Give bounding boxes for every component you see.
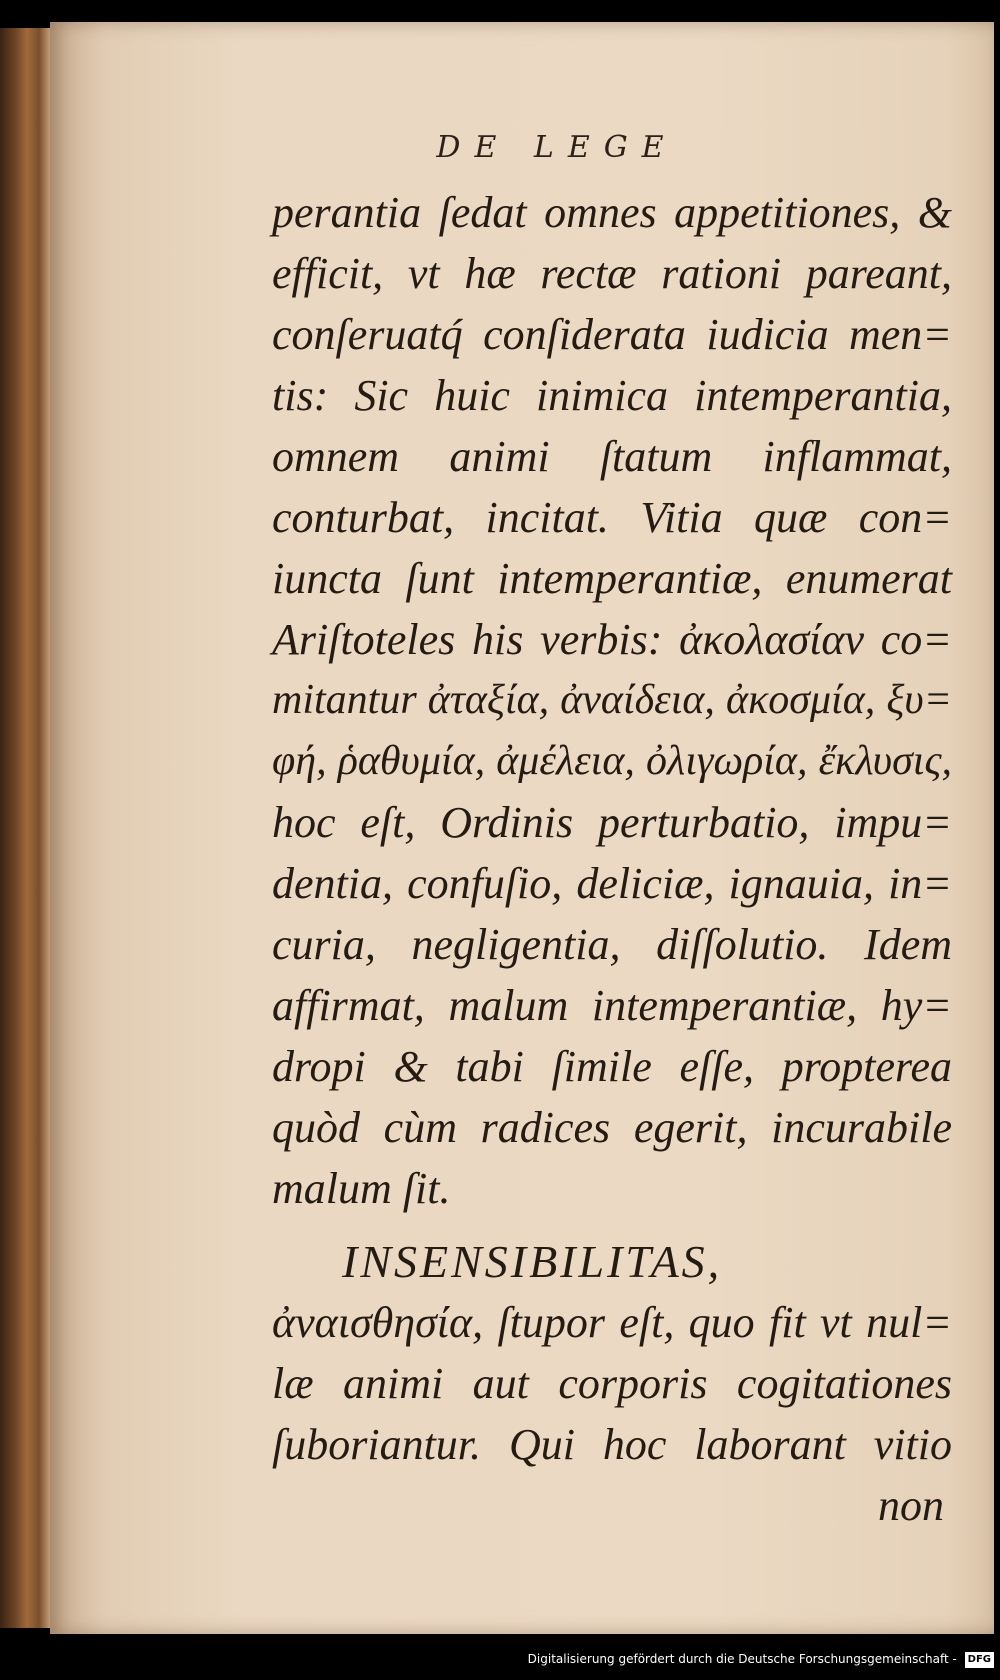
text-line: læ animi aut corporis cogitationes: [272, 1359, 952, 1408]
text-line: dentia, confuſio, deliciæ, ignauia, in=: [272, 859, 952, 908]
text-line: efficit, vt hæ rectæ rationi pareant,: [272, 249, 952, 298]
text-line: malum ſit.: [272, 1164, 451, 1213]
text-line: Ariſtoteles his verbis: ἀκολασίαν co=: [272, 615, 952, 664]
page-text: [272, 182, 952, 1536]
text-line: omnem animi ſtatum inflammat,: [272, 432, 952, 481]
text-line: iuncta ſunt intemperantiæ, enumerat: [272, 554, 952, 603]
text-line: φή, ῥαθυμία, ἀμέλεια, ὀλιγωρία, ἔκλυσις,: [272, 738, 952, 784]
text-line: dropi & tabi ſimile eſſe, propterea: [272, 1042, 952, 1091]
catchword: non: [878, 1481, 944, 1530]
text-line: ſuboriantur. Qui hoc laborant vitio: [272, 1420, 952, 1469]
digitization-footer: [0, 1644, 994, 1674]
text-line: conturbat, incitat. Vitia quæ con=: [272, 493, 952, 542]
text-line: tis: Sic huic inimica intemperantia,: [272, 371, 952, 420]
text-line: quòd cùm radices egerit, incurabile: [272, 1103, 952, 1152]
text-line: ἀναισθησία, ſtupor eſt, quo fit vt nul=: [272, 1298, 952, 1347]
text-line: hoc eſt, Ordinis perturbatio, impu=: [272, 798, 952, 847]
text-line: perantia ſedat omnes appetitiones, &: [272, 188, 952, 237]
book-page: [50, 22, 994, 1634]
dfg-logo: DFG: [965, 1652, 994, 1668]
text-line: curia, negligentia, diſſolutio. Idem: [272, 920, 952, 969]
running-head: DE LEGE: [436, 130, 678, 165]
section-heading: INSENSIBILITAS,: [342, 1236, 723, 1287]
text-line: affirmat, malum intemperantiæ, hy=: [272, 981, 952, 1030]
text-line: mitantur ἀταξία, ἀναίδεια, ἀκοσμία, ξυ=: [272, 677, 952, 723]
footer-text: Digitalisierung gefördert durch die Deutsche Forschungsgemeinschaft -: [527, 1652, 957, 1666]
text-line: conſeruatq́ conſiderata iudicia men=: [272, 310, 952, 359]
